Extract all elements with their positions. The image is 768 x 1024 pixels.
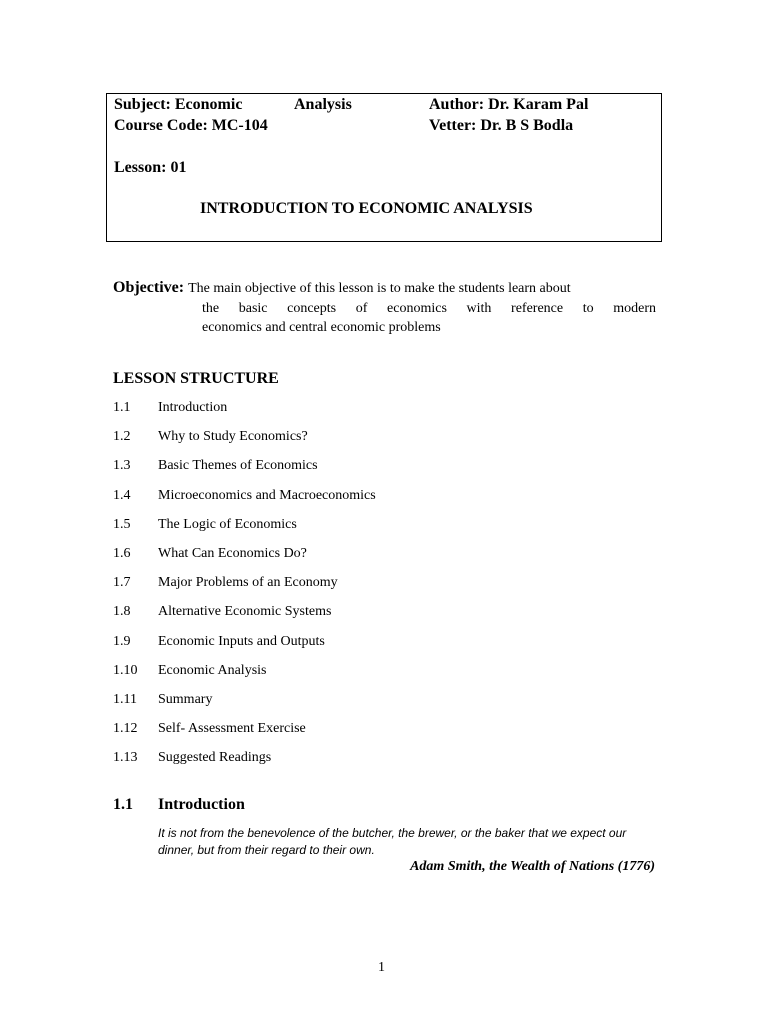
item-number: 1.4 — [113, 487, 131, 503]
item-label: The Logic of Economics — [158, 516, 297, 532]
item-label: Self- Assessment Exercise — [158, 721, 306, 737]
item-label: Alternative Economic Systems — [158, 604, 332, 620]
lesson-structure-title: LESSON STRUCTURE — [113, 370, 279, 387]
item-label: Why to Study Economics? — [158, 429, 308, 445]
item-number: 1.2 — [113, 429, 131, 445]
item-label: What Can Economics Do? — [158, 545, 307, 561]
item-number: 1.7 — [113, 575, 131, 591]
item-label: Major Problems of an Economy — [158, 575, 338, 591]
item-label: Economic Analysis — [158, 662, 267, 678]
objective-text-line3: economics and central economic problems — [202, 320, 441, 335]
objective-text-line2: the basic concepts of economics with reference to modern — [202, 301, 656, 316]
lesson-number: Lesson: 01 — [114, 159, 187, 176]
section-number: 1.1 — [113, 796, 133, 813]
author-label: Author: Dr. Karam Pal — [429, 96, 589, 113]
objective-text — [202, 299, 656, 337]
lesson-header-box — [106, 93, 662, 242]
item-label: Summary — [158, 691, 213, 707]
item-number: 1.6 — [113, 545, 131, 561]
item-number: 1.8 — [113, 604, 131, 620]
epigraph-quote: It is not from the benevolence of the butcher, the brewer, or the baker that we expect our dinner, but from their regard to their own. — [158, 826, 627, 857]
page-number: 1 — [378, 960, 385, 975]
vetter-label: Vetter: Dr. B S Bodla — [429, 117, 574, 134]
section-title: Introduction — [158, 796, 245, 813]
item-label: Microeconomics and Macroeconomics — [158, 487, 376, 503]
item-label: Basic Themes of Economics — [158, 458, 318, 474]
objective-label: Objective: — [113, 279, 185, 296]
subject-label: Subject: Economic — [114, 96, 243, 113]
item-number: 1.13 — [113, 750, 138, 766]
item-label: Introduction — [158, 400, 228, 415]
lesson-title: INTRODUCTION TO ECONOMIC ANALYSIS — [200, 200, 533, 217]
item-label: Suggested Readings — [158, 750, 272, 766]
item-label: Economic Inputs and Outputs — [158, 633, 325, 649]
item-number: 1.10 — [113, 662, 138, 678]
item-number: 1.12 — [113, 721, 138, 737]
course-code-label: Course Code: MC-104 — [114, 117, 268, 134]
quote-attribution: Adam Smith, the Wealth of Nations (1776) — [410, 859, 655, 874]
item-number: 1.1 — [113, 400, 131, 415]
item-number: 1.9 — [113, 633, 131, 649]
item-number: 1.3 — [113, 458, 131, 474]
item-number: 1.5 — [113, 516, 131, 532]
item-number: 1.11 — [113, 691, 137, 707]
objective-text-line1: The main objective of this lesson is to make the students learn about — [188, 281, 571, 296]
subject-label-word2: Analysis — [294, 96, 352, 113]
